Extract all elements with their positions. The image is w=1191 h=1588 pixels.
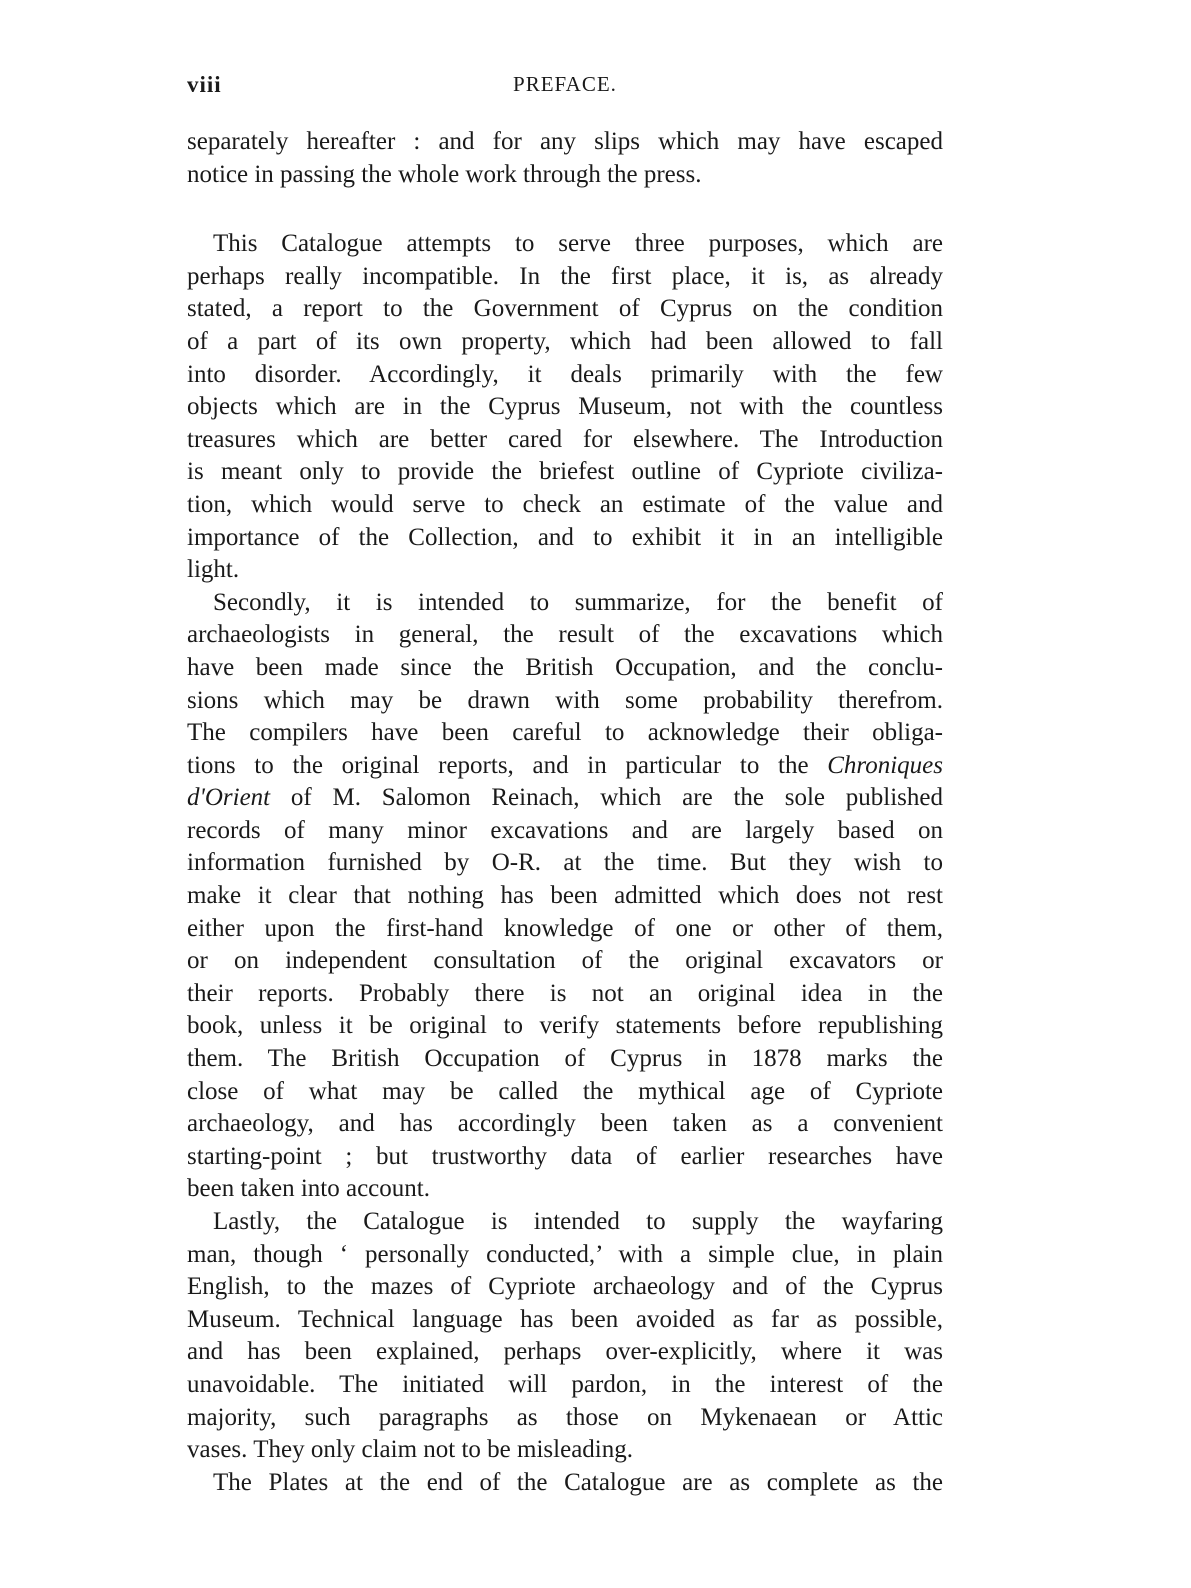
text-line: them. The British Occupation of Cyprus in 1878 marks the: [187, 1045, 943, 1073]
running-header: [187, 72, 943, 106]
text-line: [187, 782, 943, 815]
text-line: their reports. Probably there is not an original idea in the: [187, 979, 943, 1007]
text-line: vases. They only claim not to be misleading.: [187, 1436, 633, 1464]
text-line: make it clear that nothing has been admitted which does not rest: [187, 882, 943, 910]
paragraph: [187, 126, 943, 191]
text-line: English, to the mazes of Cypriote archaeology and of the Cyprus: [187, 1273, 943, 1301]
text-line: information furnished by O-R. at the time. But they wish to: [187, 849, 943, 877]
text-line: close of what may be called the mythical age of Cypriote: [187, 1077, 943, 1105]
text-line: Lastly, the Catalogue is intended to supply the wayfaring: [213, 1208, 943, 1235]
text-line: or on independent consultation of the original excavators or: [187, 947, 943, 975]
text-line: This Catalogue attempts to serve three purposes, which are: [213, 230, 943, 258]
text-line: sions which may be drawn with some probability therefrom.: [187, 686, 943, 714]
text-line: The Plates at the end of the Catalogue are as complete as the: [213, 1468, 943, 1496]
text-line: of a part of its own property, which had been allowed to fall: [187, 327, 943, 355]
text-line: unavoidable. The initiated will pardon, in the interest of the: [187, 1370, 943, 1398]
paragraph: [187, 228, 943, 587]
text-segment: of M. Salomon Reinach, which are the sole published: [270, 784, 943, 812]
text-line: is meant only to provide the briefest outline of Cypriote civiliza-: [187, 458, 943, 486]
preface-body-text: [187, 126, 943, 1499]
text-line: Museum. Technical language has been avoided as far as possible,: [187, 1305, 943, 1333]
text-line: light.: [187, 556, 240, 584]
text-line: archaeologists in general, the result of the excavations which: [187, 621, 943, 649]
text-line: and has been explained, perhaps over-explicitly, where it was: [187, 1338, 943, 1366]
text-line: Secondly, it is intended to summarize, for the benefit of: [213, 588, 943, 616]
running-title: PREFACE.: [513, 72, 617, 96]
paragraph: [187, 1467, 943, 1500]
text-line: man, though ‘ personally conducted,’ with a simple clue, in plain: [187, 1240, 943, 1268]
text-line: tion, which would serve to check an estimate of the value and: [187, 490, 943, 518]
text-line: majority, such paragraphs as those on Mykenaean or Attic: [187, 1403, 943, 1431]
text-line: have been made since the British Occupation, and the conclu-: [187, 653, 943, 681]
text-line: stated, a report to the Government of Cyprus on the condition: [187, 295, 943, 323]
italic-title: d'Orient: [187, 784, 271, 812]
text-segment: tions to the original reports, and in particular to the: [187, 751, 828, 779]
text-line: notice in passing the whole work through the press.: [187, 160, 702, 188]
text-line: book, unless it be original to verify statements before republishing: [187, 1012, 943, 1040]
text-line: either upon the first-hand knowledge of one or other of them,: [187, 914, 943, 942]
text-line: records of many minor excavations and are largely based on: [187, 816, 943, 844]
text-line: [187, 750, 943, 783]
paragraph: [187, 1206, 943, 1467]
text-line: separately hereafter : and for any slips which may have escaped: [187, 128, 943, 155]
text-line: The compilers have been careful to acknowledge their obliga-: [187, 719, 943, 747]
text-line: importance of the Collection, and to exhibit it in an intelligible: [187, 523, 943, 551]
text-line: starting-point ; but trustworthy data of earlier researches have: [187, 1142, 943, 1170]
paragraph: [187, 587, 943, 1206]
text-line: archaeology, and has accordingly been taken as a convenient: [187, 1110, 943, 1138]
text-line: perhaps really incompatible. In the first place, it is, as already: [187, 262, 943, 290]
page-number: viii: [187, 72, 222, 97]
text-line: into disorder. Accordingly, it deals primarily with the few: [187, 360, 943, 388]
text-line: treasures which are better cared for elsewhere. The Introduction: [187, 425, 943, 453]
text-line: objects which are in the Cyprus Museum, not with the countless: [187, 393, 943, 421]
text-line: been taken into account.: [187, 1175, 430, 1203]
italic-title: Chroniques: [827, 751, 943, 779]
